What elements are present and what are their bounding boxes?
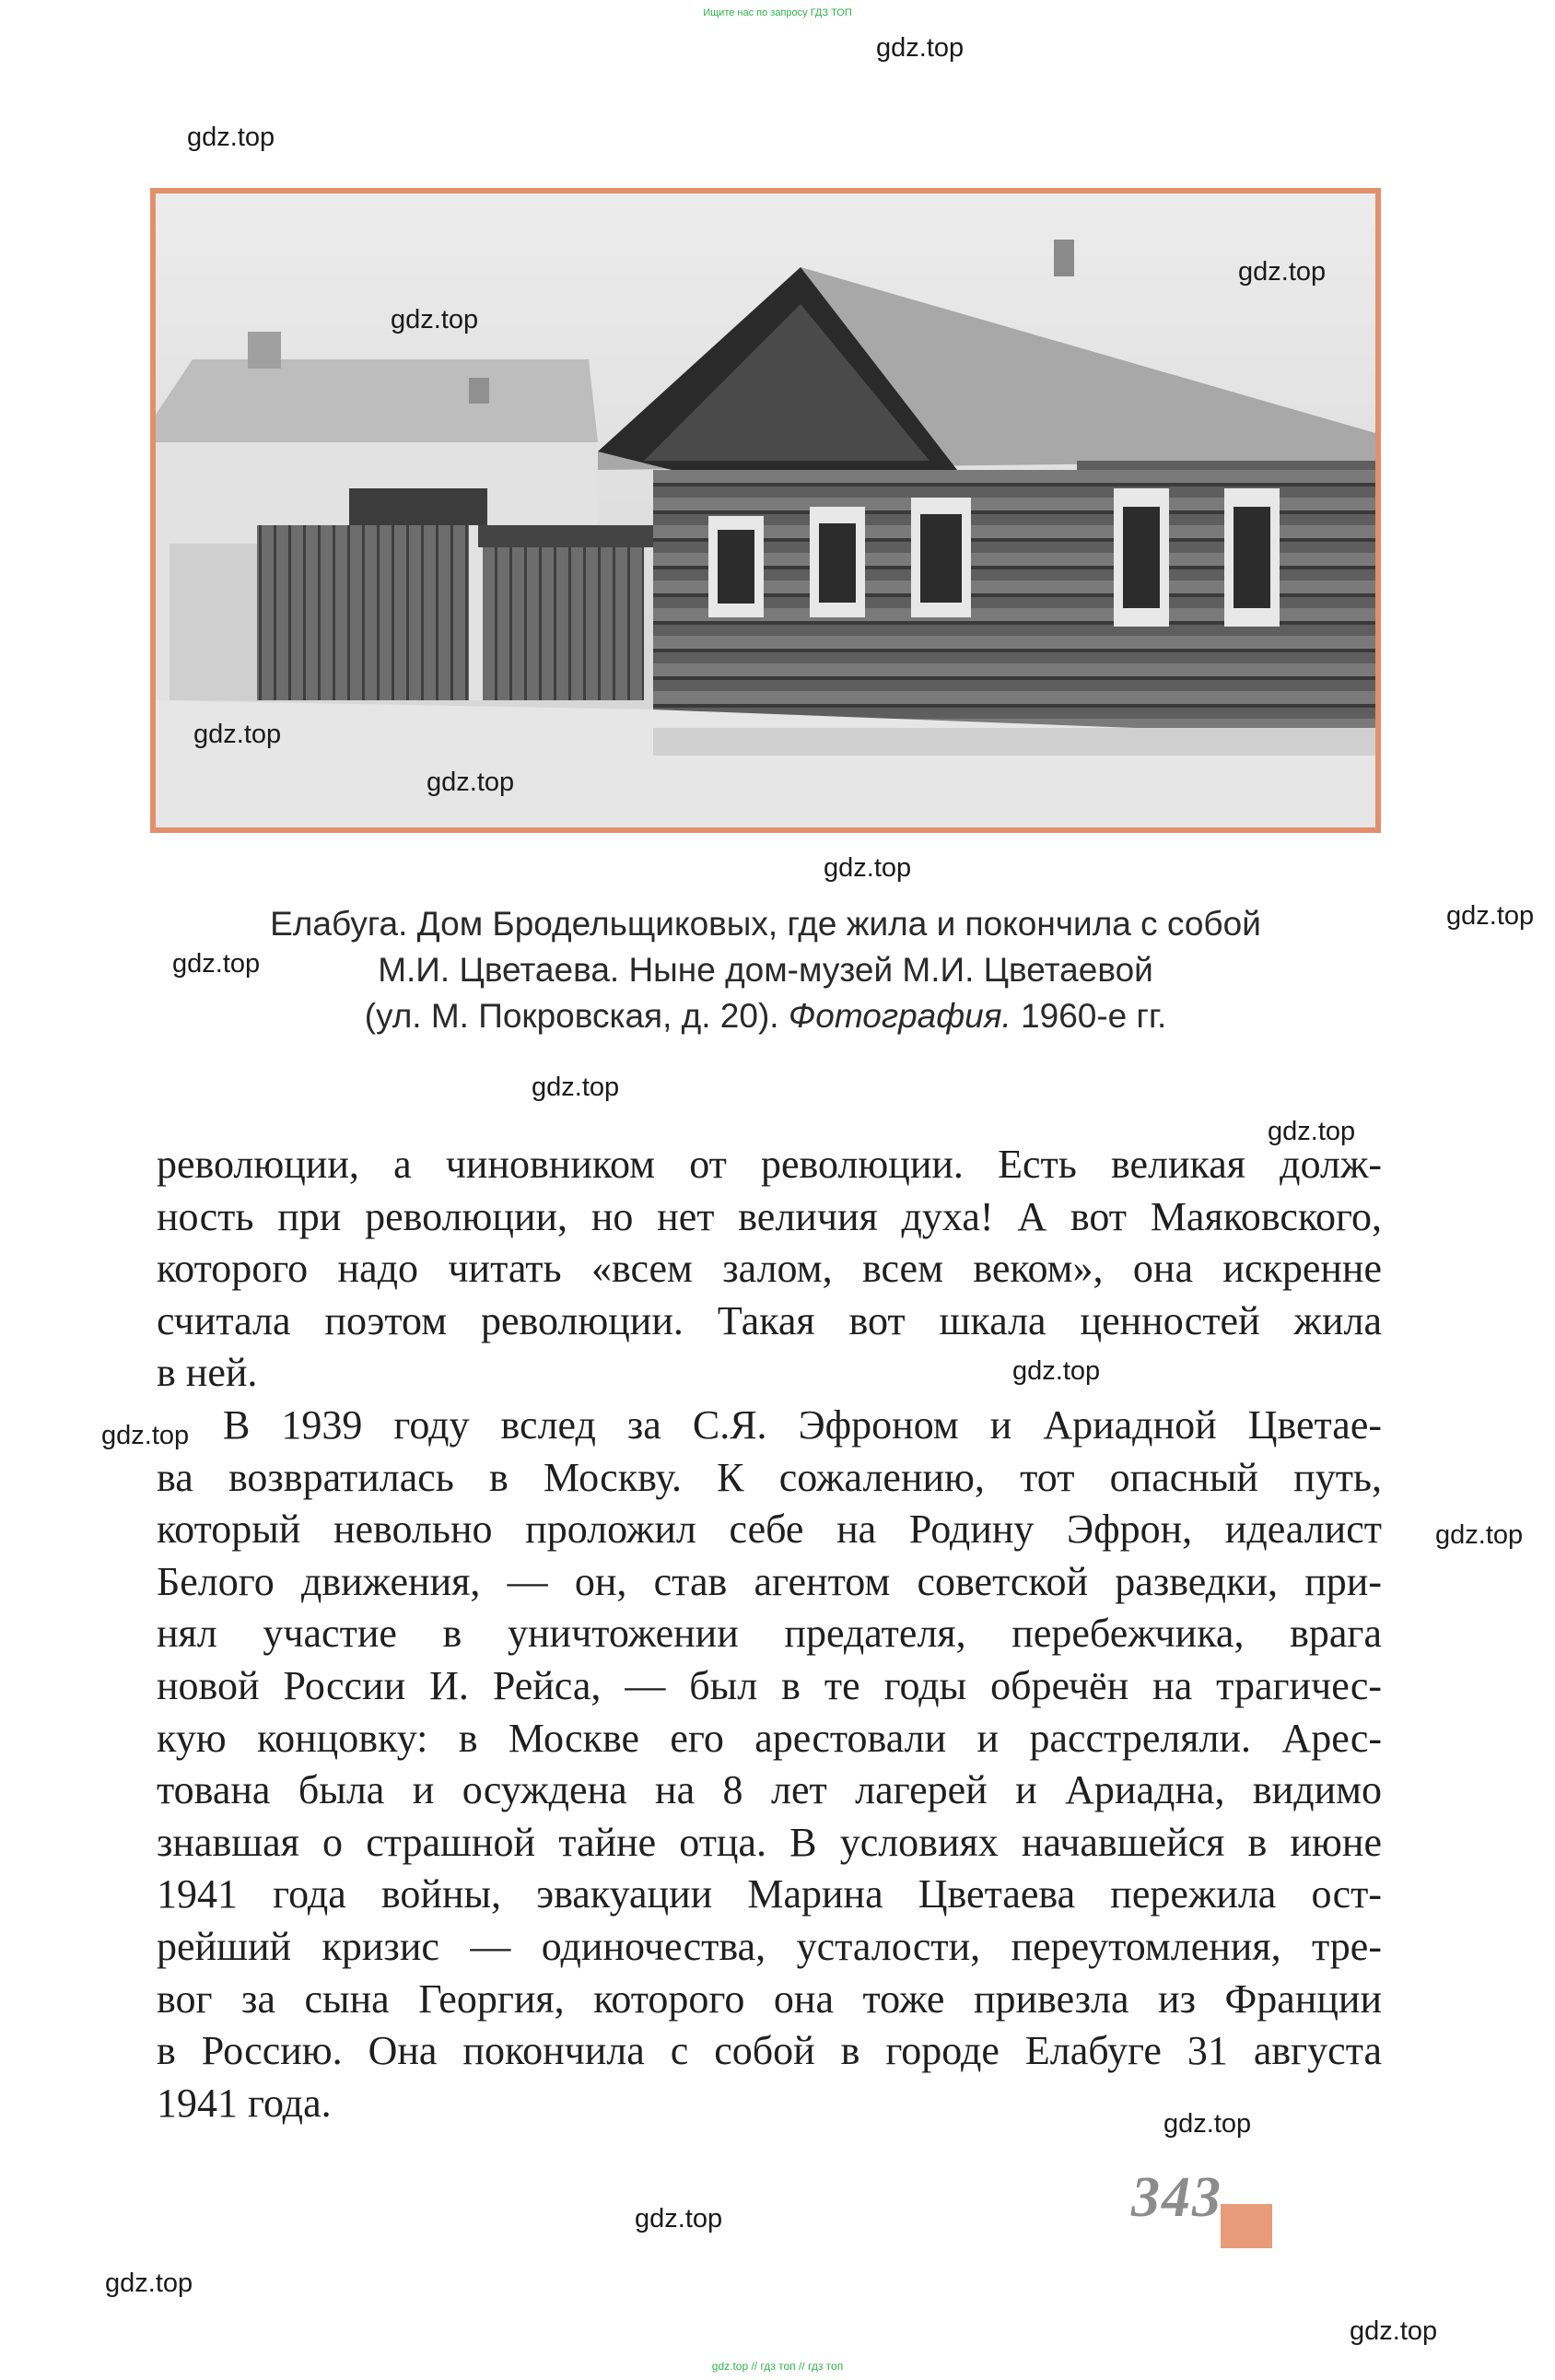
text-line: знавшая о страшной тайне отца. В условиях начавшейся в июне	[157, 1819, 1382, 1865]
text-line: тована была и осуждена на 8 лет лагерей и Ариадна, видимо	[157, 1767, 1382, 1813]
watermark: gdz.top	[1238, 257, 1327, 287]
text-line: В 1939 году вслед за С.Я. Эфроном и Ариадной Цветае-	[223, 1401, 1382, 1448]
watermark: gdz.top	[1012, 1356, 1101, 1386]
watermark: gdz.top	[101, 1421, 190, 1450]
watermark: gdz.top	[824, 853, 912, 883]
caption-line-3: (ул. М. Покровская, д. 20). Фотография. 1960-е гг.	[364, 997, 1167, 1035]
text-line: Белого движения, — он, став агентом советской разведки, при-	[157, 1558, 1382, 1604]
photo-caption	[150, 901, 1381, 1039]
page-tab-marker	[1221, 2204, 1272, 2248]
watermark: gdz.top	[105, 2269, 193, 2298]
watermark: gdz.top	[1268, 1117, 1356, 1146]
text-line: революции, а чиновником от революции. Есть великая долж-	[157, 1142, 1382, 1187]
text-line: считала поэтом революции. Такая вот шкала ценностей жила	[157, 1297, 1382, 1343]
page-number: 343	[1131, 2166, 1222, 2229]
text-line: ность при революции, но нет величия духа! А вот Маяковского,	[157, 1193, 1382, 1239]
watermark: gdz.top	[193, 720, 282, 749]
text-line: 1941 года войны, эвакуации Марина Цветаева пережила ост-	[157, 1871, 1382, 1917]
caption-line-2: М.И. Цветаева. Ныне дом-музей М.И. Цветаевой	[378, 951, 1153, 989]
text-line: в Россию. Она покончила с собой в городе Елабуге 31 августа	[157, 2028, 1382, 2074]
caption-line-1: Елабуга. Дом Бродельщиковых, где жила и покончила с собой	[270, 905, 1261, 943]
text-line: кую концовку: в Москве его арестовали и расстреляли. Арес-	[157, 1715, 1382, 1761]
watermark: gdz.top	[532, 1073, 620, 1102]
photo-house-icon	[156, 193, 1375, 827]
watermark: gdz.top	[1163, 2109, 1252, 2139]
header-note: Ищите нас по запросу ГДЗ ТОП	[703, 7, 852, 18]
watermark: gdz.top	[187, 123, 275, 152]
text-line: в ней.	[157, 1350, 258, 1396]
text-line: нял участие в уничтожении предателя, перебежчика, врага	[157, 1611, 1382, 1657]
watermark: gdz.top	[427, 768, 515, 797]
text-line: вог за сына Георгия, которого она тоже привезла из Франции	[157, 1976, 1382, 2022]
watermark: gdz.top	[1446, 901, 1535, 931]
watermark: gdz.top	[1350, 2316, 1438, 2346]
watermark: gdz.top	[1435, 1520, 1524, 1550]
body-text	[157, 1139, 1382, 2129]
watermark: gdz.top	[391, 305, 479, 334]
text-line: которого надо читать «всем залом, всем веком», она искренне	[157, 1246, 1382, 1292]
watermark: gdz.top	[635, 2204, 723, 2233]
text-line: 1941 года.	[157, 2080, 332, 2126]
watermark: gdz.top	[172, 949, 261, 979]
photo-frame	[150, 188, 1381, 833]
footer-note: gdz.top // гдз топ // гдз топ	[711, 2360, 844, 2373]
text-line: ва возвратилась в Москву. К сожалению, тот опасный путь,	[157, 1454, 1382, 1500]
watermark: gdz.top	[876, 33, 965, 63]
text-line: рейший кризис — одиночества, усталости, переутомления, тре-	[157, 1923, 1382, 1969]
text-line: который невольно проложил себе на Родину Эфрон, идеалист	[157, 1507, 1382, 1553]
text-line: новой России И. Рейса, — был в те годы обречён на трагичес-	[157, 1662, 1382, 1708]
